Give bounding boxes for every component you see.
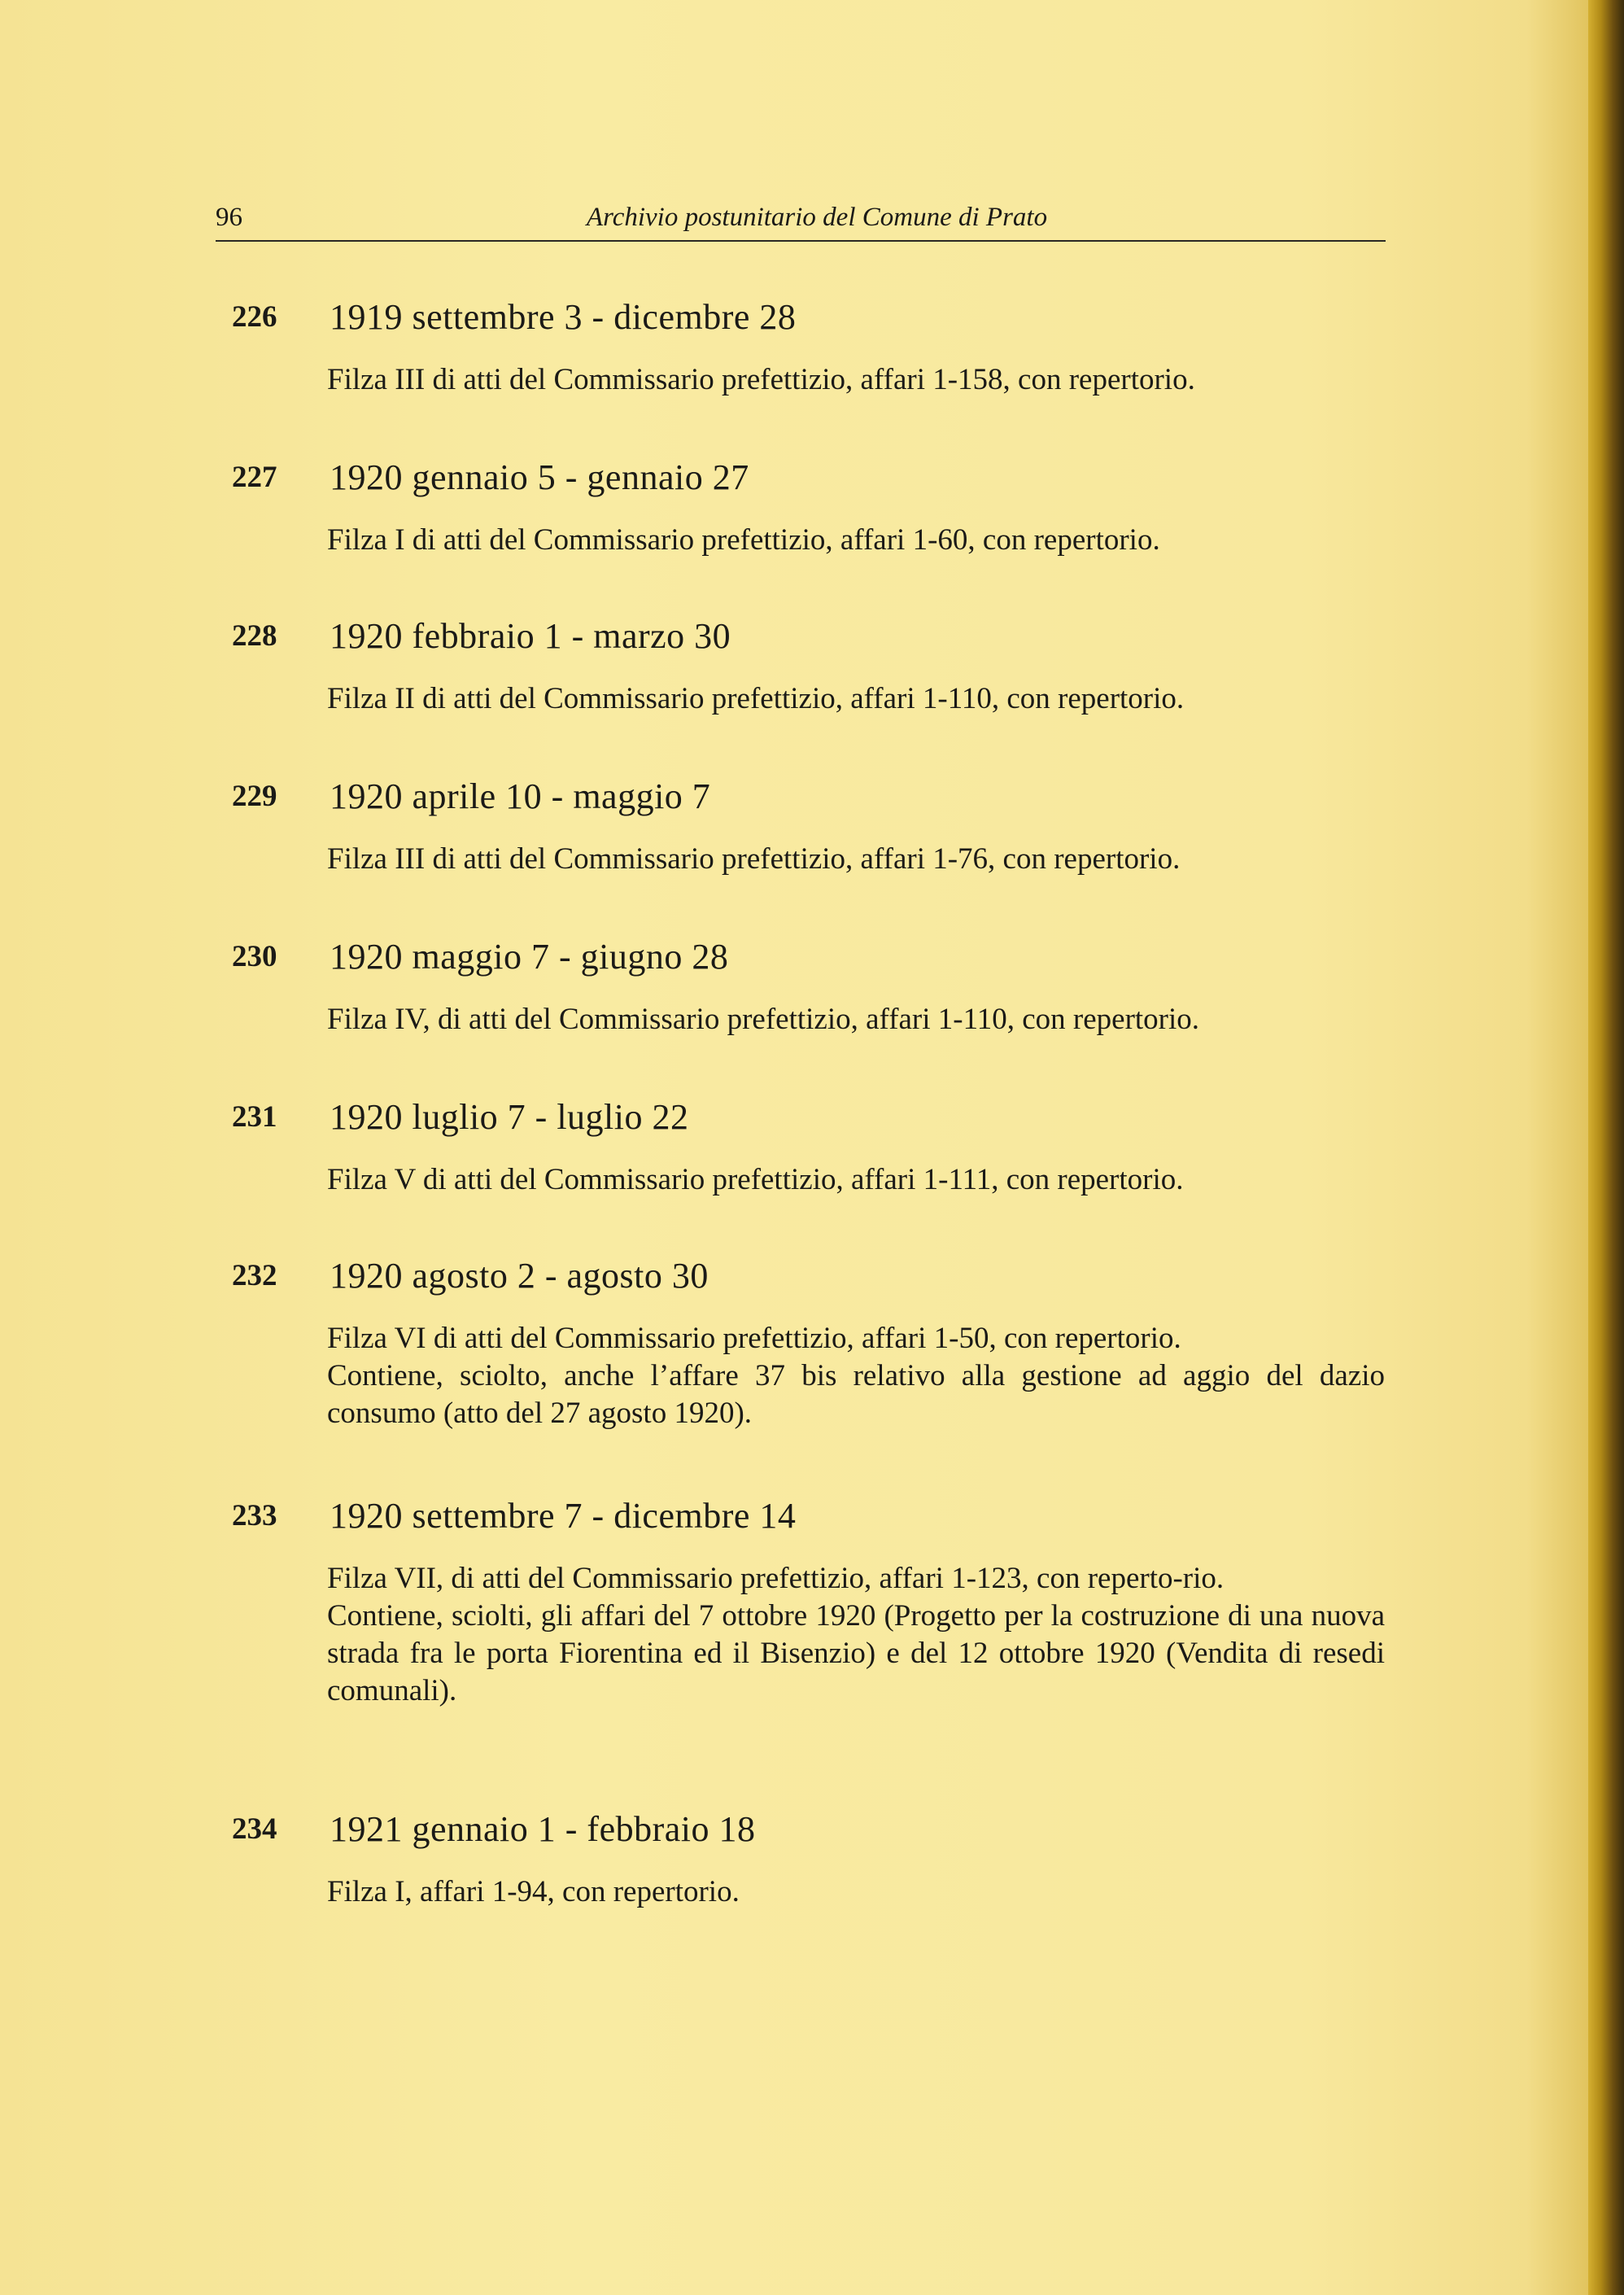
entry-number: 230 bbox=[232, 940, 277, 973]
description-line: Filza IV, di atti del Commissario prefettizio, affari 1-110, con repertorio. bbox=[327, 1003, 1200, 1036]
entry-date: 1920 febbraio 1 - marzo 30 bbox=[330, 616, 731, 656]
entry-date: 1920 settembre 7 - dicembre 14 bbox=[330, 1496, 797, 1536]
entry-number: 227 bbox=[232, 461, 277, 494]
entry-number: 231 bbox=[232, 1100, 277, 1134]
entry-date: 1920 gennaio 5 - gennaio 27 bbox=[330, 457, 749, 497]
description-line: Filza VI di atti del Commissario prefettizio, affari 1-50, con repertorio. bbox=[327, 1322, 1181, 1355]
entry-number: 234 bbox=[232, 1812, 277, 1846]
entry-description bbox=[327, 361, 1385, 399]
page-header bbox=[216, 199, 1386, 242]
entry-description bbox=[327, 1001, 1385, 1038]
entry-date: 1920 aprile 10 - maggio 7 bbox=[330, 776, 711, 816]
entry-description bbox=[327, 1161, 1385, 1199]
running-title: Archivio postunitario del Comune di Prato bbox=[586, 203, 1048, 232]
description-line: Filza I, affari 1-94, con repertorio. bbox=[327, 1875, 740, 1908]
description-line: Contiene, sciolto, anche l’affare 37 bis relativo alla gestione ad aggio del dazio consumo (atto del 27 agosto 1920). bbox=[327, 1359, 1385, 1430]
entry-number: 229 bbox=[232, 780, 277, 813]
description-line: Filza III di atti del Commissario prefettizio, affari 1-76, con repertorio. bbox=[327, 842, 1181, 876]
description-line: Filza III di atti del Commissario prefettizio, affari 1-158, con repertorio. bbox=[327, 363, 1195, 396]
entry-date: 1920 agosto 2 - agosto 30 bbox=[330, 1256, 709, 1296]
entry-number: 233 bbox=[232, 1499, 277, 1532]
description-line: Filza II di atti del Commissario prefettizio, affari 1-110, con repertorio. bbox=[327, 682, 1185, 715]
description-line: Filza VII, di atti del Commissario prefettizio, affari 1-123, con reperto-rio. bbox=[327, 1562, 1225, 1595]
entry-date: 1921 gennaio 1 - febbraio 18 bbox=[330, 1809, 756, 1849]
entry-description bbox=[327, 522, 1385, 559]
entry-description bbox=[327, 1560, 1385, 1710]
entry-description bbox=[327, 1873, 1385, 1911]
entry-number: 232 bbox=[232, 1259, 277, 1292]
entry-date: 1920 maggio 7 - giugno 28 bbox=[330, 937, 729, 977]
description-line: Filza I di atti del Commissario prefettizio, affari 1-60, con repertorio. bbox=[327, 523, 1160, 557]
entry-number: 226 bbox=[232, 300, 277, 334]
page-number: 96 bbox=[216, 203, 242, 232]
entry-description bbox=[327, 1320, 1385, 1432]
description-line: Filza V di atti del Commissario prefettizio, affari 1-111, con repertorio. bbox=[327, 1163, 1184, 1196]
description-line: Contiene, sciolti, gli affari del 7 ottobre 1920 (Progetto per la costruzione di una nuova strada fra le porta Fiorentina ed il Bisenzio) e del 12 ottobre 1920 (Vendita di resedi comunali). bbox=[327, 1599, 1385, 1707]
book-spine-edge bbox=[1588, 0, 1624, 2295]
entry-description bbox=[327, 841, 1385, 878]
entry-date: 1920 luglio 7 - luglio 22 bbox=[330, 1097, 689, 1137]
entry-description bbox=[327, 680, 1385, 718]
entry-number: 228 bbox=[232, 619, 277, 653]
entry-date: 1919 settembre 3 - dicembre 28 bbox=[330, 297, 797, 337]
